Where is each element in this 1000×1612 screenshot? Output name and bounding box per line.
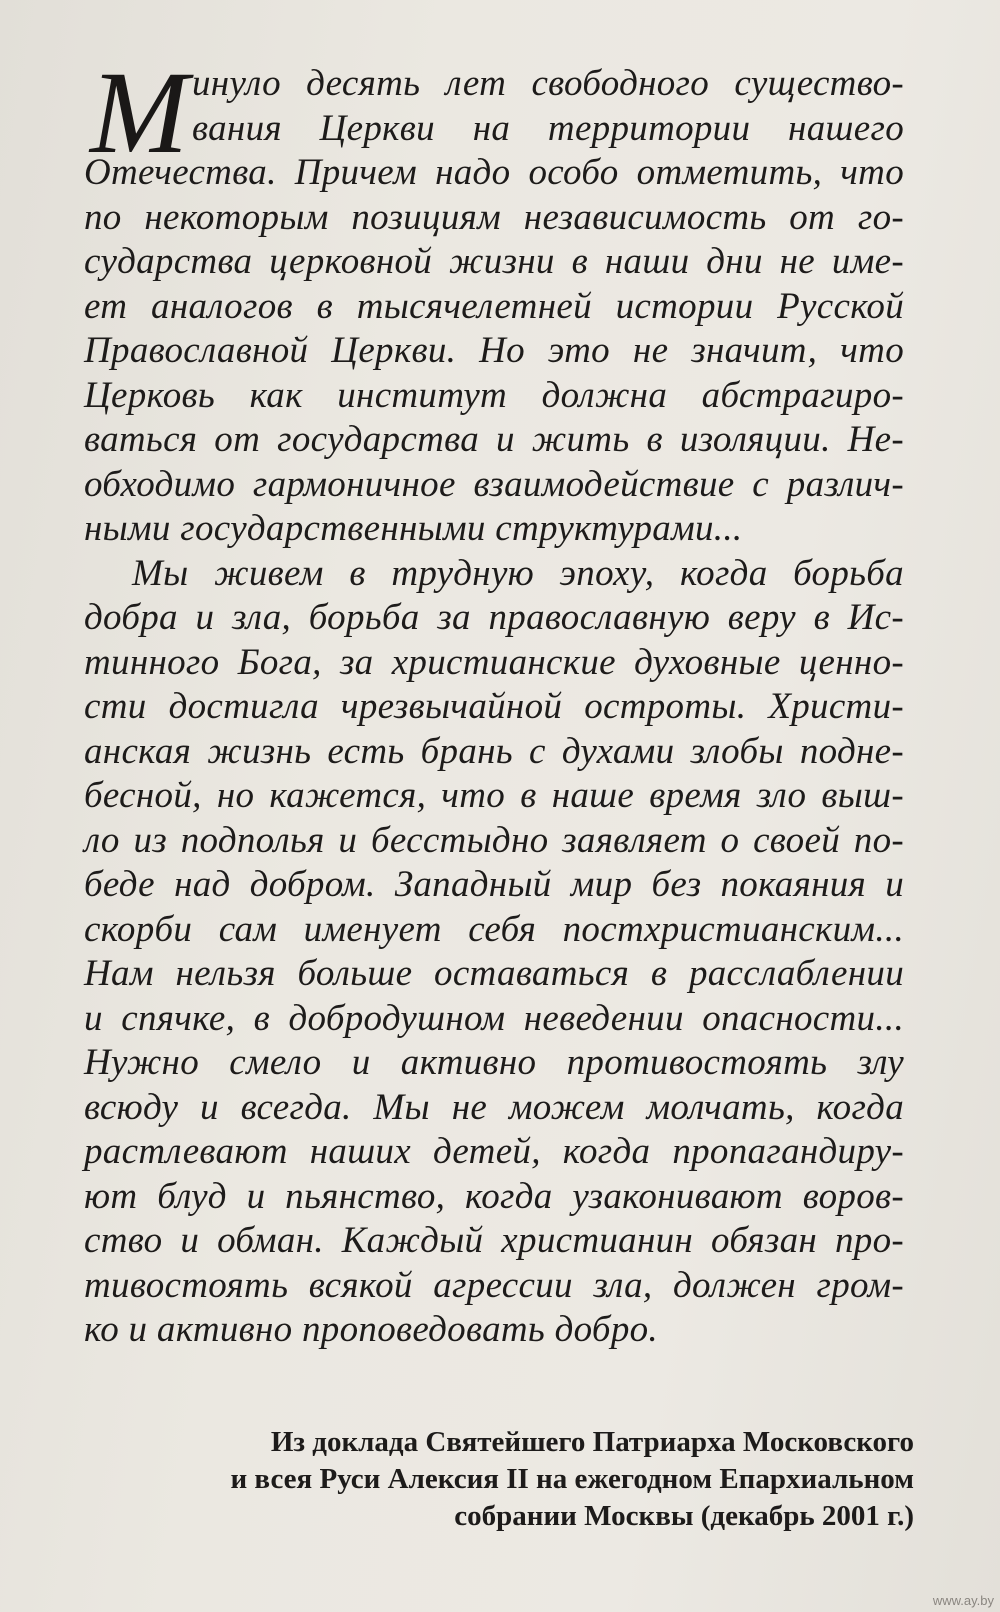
text-line: скорби сам именует себя постхристианским... bbox=[84, 908, 904, 950]
text-line: Нам нельзя больше оставаться в расслаблении bbox=[84, 953, 904, 994]
text-line: беде над добром. Западный мир без покаяния и bbox=[84, 864, 904, 905]
text-line: ло из подполья и бесстыдно заявляет о своей по- bbox=[84, 819, 904, 861]
attribution-line: Из доклада Святейшего Патриарха Московского bbox=[270, 1426, 914, 1458]
text-line: Православной Церкви. Но это не значит, что bbox=[84, 330, 904, 371]
text-line: ными государственными структурами... bbox=[84, 508, 743, 549]
text-line: сти достигла чрезвычайной остроты. Христи- bbox=[84, 686, 904, 727]
text-line: инуло десять лет свободного существо- bbox=[192, 63, 904, 104]
watermark: www.ay.by bbox=[932, 1593, 994, 1608]
text-line: Церковь как институт должна абстрагиро- bbox=[84, 374, 904, 416]
attribution-line: и всея Руси Алексия II на ежегодном Епархиальном bbox=[230, 1463, 914, 1495]
attribution-line: собрании Москвы (декабрь 2001 г.) bbox=[454, 1500, 914, 1532]
text-line: и спячке, в добродушном неведении опасности... bbox=[84, 997, 904, 1039]
text-line: анская жизнь есть брань с духами злобы подне- bbox=[84, 730, 904, 772]
text-line: добра и зла, борьба за православную веру в Ис- bbox=[84, 597, 904, 638]
attribution bbox=[154, 1424, 914, 1535]
text-line: Отечества. Причем надо особо отметить, что bbox=[84, 152, 904, 193]
text-line: по некоторым позициям независимость от го- bbox=[84, 196, 904, 238]
text-line: тинного Бога, за христианские духовные ценно- bbox=[84, 641, 904, 683]
text-line: бесной, но кажется, что в наше время зло выш- bbox=[84, 775, 904, 816]
text-line: ство и обман. Каждый христианин обязан про- bbox=[84, 1220, 904, 1261]
text-line: сударства церковной жизни в наши дни не име- bbox=[84, 241, 904, 282]
text-line: Мы живем в трудную эпоху, когда борьба bbox=[132, 552, 904, 594]
text-line: тивостоять всякой агрессии зла, должен гром- bbox=[84, 1264, 904, 1306]
text-line: всюду и всегда. Мы не можем молчать, когда bbox=[84, 1086, 904, 1128]
text-line: ваться от государства и жить в изоляции. Не- bbox=[84, 419, 904, 460]
text-line: обходимо гармоничное взаимодействие с различ- bbox=[84, 463, 904, 505]
text-line: ко и активно проповедовать добро. bbox=[84, 1309, 658, 1350]
body-text bbox=[84, 47, 904, 1353]
drop-cap: М bbox=[90, 47, 189, 178]
text-line: ют блуд и пьянство, когда узаконивают воров- bbox=[84, 1175, 904, 1217]
text-line: вания Церкви на территории нашего bbox=[192, 107, 904, 149]
text-line: растлевают наших детей, когда пропагандиру- bbox=[84, 1131, 904, 1172]
text-line: Нужно смело и активно противостоять злу bbox=[84, 1042, 904, 1083]
text-line: ет аналогов в тысячелетней истории Русской bbox=[84, 285, 904, 327]
